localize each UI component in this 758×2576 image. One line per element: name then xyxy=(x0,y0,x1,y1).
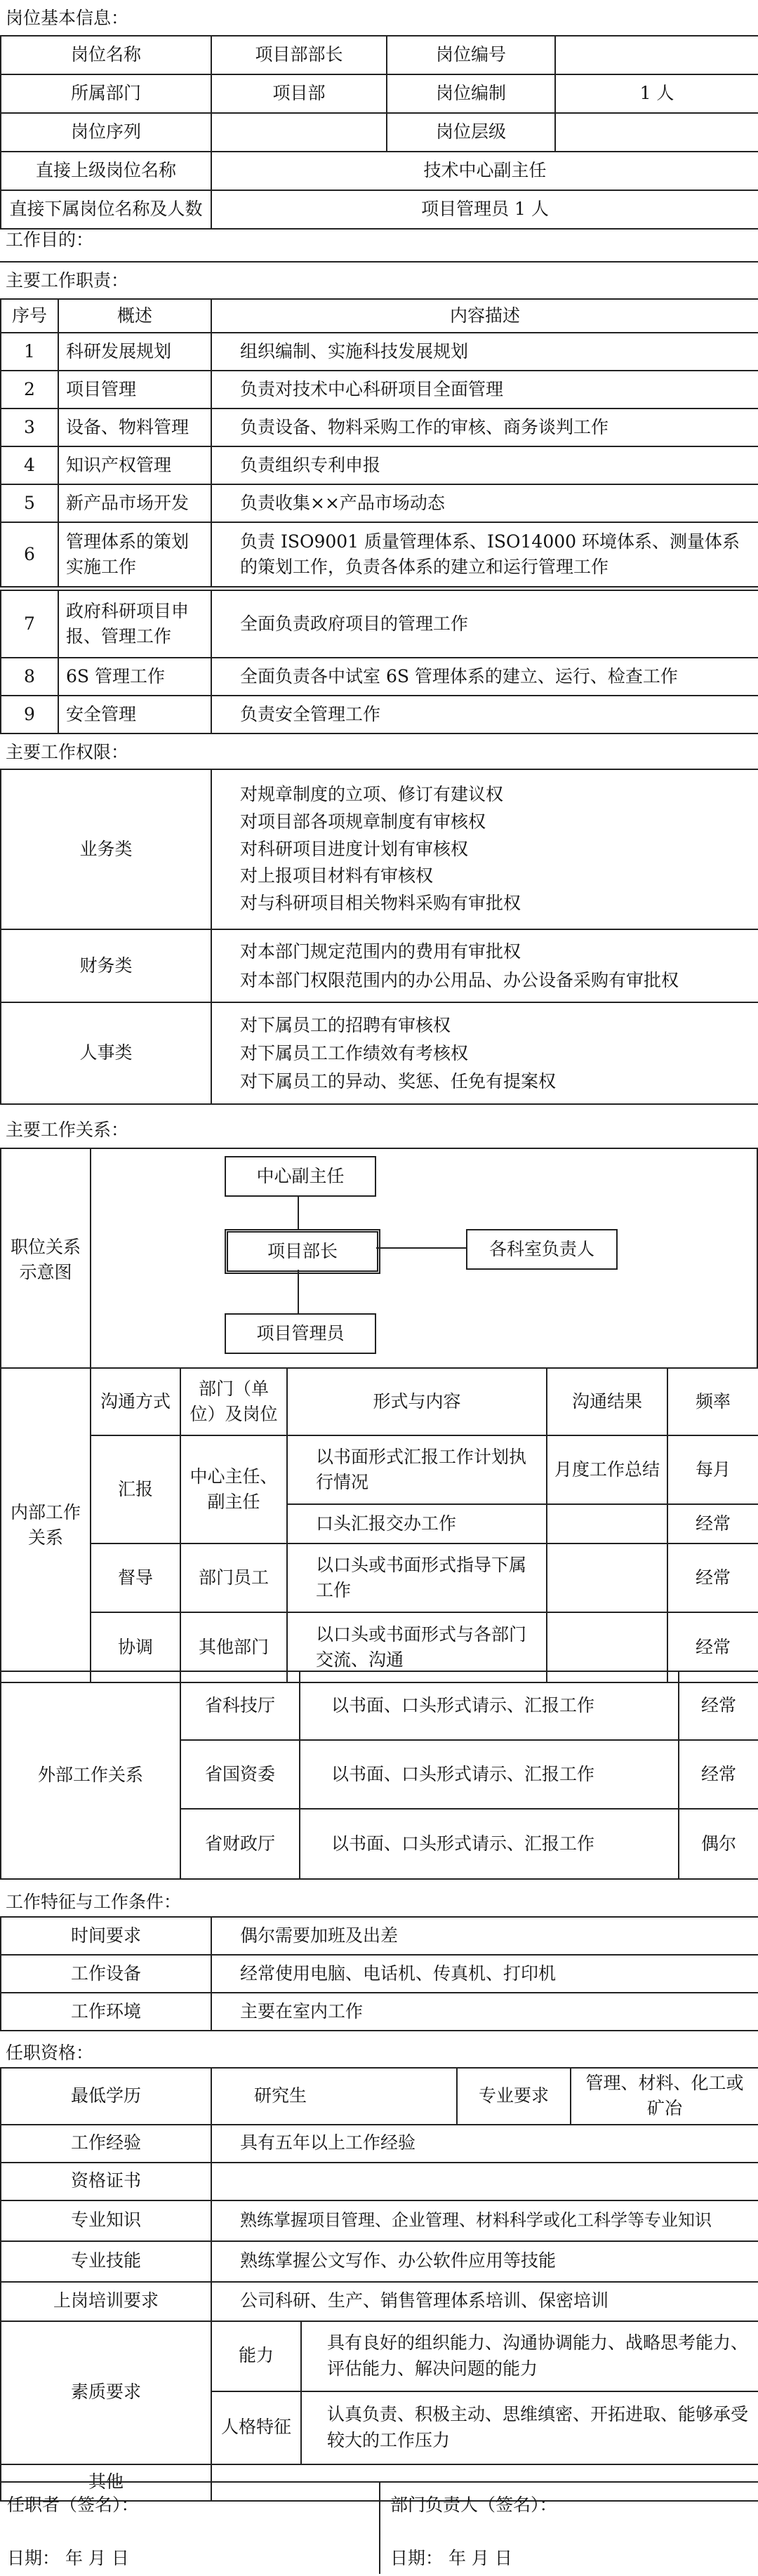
value xyxy=(555,36,758,74)
header: 概述 xyxy=(58,299,211,333)
holder-signature-label: 任职者（签名）： xyxy=(7,2495,139,2515)
header: 沟通方式 xyxy=(91,1368,180,1435)
value: 具有五年以上工作经验 xyxy=(211,2125,758,2163)
value xyxy=(211,2163,758,2200)
authority-category: 人事类 xyxy=(1,1002,211,1104)
label: 岗位编制 xyxy=(387,74,555,113)
duty-no: 7 xyxy=(1,590,58,658)
duty-desc: 全面负责各中试室 6S 管理体系的建立、运行、检查工作 xyxy=(211,658,758,696)
value xyxy=(211,113,387,152)
org-box-vice-director: 中心副主任 xyxy=(225,1156,376,1197)
section-authority-title: 主要工作权限： xyxy=(6,742,129,762)
content: 以口头或书面形式指导下属工作 xyxy=(287,1543,547,1612)
method: 汇报 xyxy=(91,1435,180,1543)
label: 岗位序列 xyxy=(1,113,211,152)
label: 专业技能 xyxy=(1,2241,211,2282)
authority-item: 对科研项目进度计划有审核权 xyxy=(240,838,469,859)
label: 专业要求 xyxy=(457,2068,571,2125)
duty-desc: 负责收集××产品市场动态 xyxy=(211,484,758,522)
content: 口头汇报交办工作 xyxy=(287,1504,547,1543)
duties-table-cont xyxy=(0,590,758,734)
content: 以书面、口头形式请示、汇报工作 xyxy=(300,1809,679,1879)
dept: 部门员工 xyxy=(180,1543,287,1612)
value xyxy=(555,113,758,152)
value: 管理、材料、化工或矿冶 xyxy=(571,2068,758,2125)
value: 项目管理员 1 人 xyxy=(211,190,758,229)
authority-item: 对下属员工的异动、奖惩、任免有提案权 xyxy=(240,1070,557,1091)
header: 形式与内容 xyxy=(287,1368,547,1435)
authority-category: 业务类 xyxy=(1,769,211,929)
result: 月度工作总结 xyxy=(547,1435,667,1504)
duty-summary: 设备、物料管理 xyxy=(58,409,211,446)
value: 熟练掌握公文写作、办公软件应用等技能 xyxy=(211,2241,758,2282)
duty-desc: 负责安全管理工作 xyxy=(211,696,758,733)
label: 专业知识 xyxy=(1,2200,211,2241)
label: 岗位编号 xyxy=(387,36,555,74)
org: 省国资委 xyxy=(180,1740,300,1809)
org: 省科技厅 xyxy=(180,1671,300,1740)
label: 直接下属岗位名称及人数 xyxy=(1,190,211,229)
qualifications-table xyxy=(0,2067,758,2502)
duty-no: 8 xyxy=(1,658,58,696)
authority-item: 对本部门规定范围内的费用有审批权 xyxy=(240,941,521,962)
basic-info-table xyxy=(0,35,758,230)
org-connector xyxy=(376,1247,466,1249)
duty-no: 4 xyxy=(1,446,58,484)
label: 时间要求 xyxy=(1,1917,211,1955)
conditions-table xyxy=(0,1916,758,2031)
org-box-project-head: 项目部长 xyxy=(225,1229,380,1274)
value: 项目部 xyxy=(211,74,387,113)
freq: 每月 xyxy=(667,1435,758,1504)
value: 认真负责、积极主动、思维缜密、开拓进取、能够承受较大的工作压力 xyxy=(301,2391,758,2464)
label: 工作设备 xyxy=(1,1955,211,1993)
org-chart-label: 职位关系示意图 xyxy=(1,1149,91,1367)
freq: 经常 xyxy=(667,1543,758,1612)
duty-desc: 全面负责政府项目的管理工作 xyxy=(211,590,758,658)
authority-item: 对本部门权限范围内的办公用品、办公设备采购有审批权 xyxy=(240,970,679,990)
freq: 经常 xyxy=(667,1612,758,1682)
duty-summary: 科研发展规划 xyxy=(58,333,211,371)
header: 部门（单位）及岗位 xyxy=(180,1368,287,1435)
freq: 经常 xyxy=(679,1740,758,1809)
org-box-section-heads: 各科室负责人 xyxy=(466,1229,618,1270)
label: 岗位名称 xyxy=(1,36,211,74)
label: 能力 xyxy=(211,2321,301,2391)
holder-date: 日期： 年 月 日 xyxy=(7,2548,129,2568)
freq: 经常 xyxy=(667,1504,758,1543)
value: 1 人 xyxy=(555,74,758,113)
duty-desc: 负责对技术中心科研项目全面管理 xyxy=(211,371,758,409)
label: 岗位层级 xyxy=(387,113,555,152)
dept: 其他部门 xyxy=(180,1612,287,1682)
duty-no: 1 xyxy=(1,333,58,371)
authority-item: 对下属员工工作绩效有考核权 xyxy=(240,1042,469,1063)
value: 研究生 xyxy=(211,2068,457,2125)
duty-summary: 6S 管理工作 xyxy=(58,658,211,696)
label: 工作经验 xyxy=(1,2125,211,2163)
section-relations-title: 主要工作关系： xyxy=(6,1120,129,1140)
duty-summary: 管理体系的策划实施工作 xyxy=(58,522,211,587)
authority-item: 对上报项目材料有审核权 xyxy=(240,865,434,887)
value: 具有良好的组织能力、沟通协调能力、战略思考能力、评估能力、解决问题的能力 xyxy=(301,2321,758,2391)
header: 内容描述 xyxy=(211,299,758,333)
authority-item: 对与科研项目相关物料采购有审批权 xyxy=(240,893,521,914)
authority-items xyxy=(211,1002,758,1104)
duty-desc: 负责设备、物料采购工作的审核、商务谈判工作 xyxy=(211,409,758,446)
duty-summary: 项目管理 xyxy=(58,371,211,409)
content: 以书面形式汇报工作计划执行情况 xyxy=(287,1435,547,1504)
manager-date: 日期： 年 月 日 xyxy=(390,2548,512,2568)
header: 频率 xyxy=(667,1368,758,1435)
header: 序号 xyxy=(1,299,58,333)
method: 督导 xyxy=(91,1543,180,1612)
method: 协调 xyxy=(91,1612,180,1682)
duty-summary: 知识产权管理 xyxy=(58,446,211,484)
internal-label: 内部工作关系 xyxy=(1,1368,91,1682)
value: 技术中心副主任 xyxy=(211,152,758,190)
duty-no: 6 xyxy=(1,522,58,587)
authority-item: 对下属员工的招聘有审核权 xyxy=(240,1014,451,1035)
duty-desc: 负责 ISO9001 质量管理体系、ISO14000 环境体系、测量体系的策划工作，负责各体系的建立和运行管理工作 xyxy=(211,522,758,587)
section-qualifications-title: 任职资格： xyxy=(6,2043,94,2063)
label: 人格特征 xyxy=(211,2391,301,2464)
external-relations-table xyxy=(0,1671,758,1880)
value: 项目部部长 xyxy=(211,36,387,74)
result xyxy=(547,1543,667,1612)
org: 省财政厅 xyxy=(180,1809,300,1879)
duty-desc: 组织编制、实施科技发展规划 xyxy=(211,333,758,371)
duty-no: 9 xyxy=(1,696,58,733)
authority-items xyxy=(211,769,758,929)
internal-relations-table xyxy=(0,1367,758,1683)
org-chart-frame xyxy=(0,1148,758,1369)
label: 素质要求 xyxy=(1,2321,211,2464)
result xyxy=(547,1504,667,1543)
section-duties-title: 主要工作职责： xyxy=(6,270,129,291)
label: 最低学历 xyxy=(1,2068,211,2125)
label: 其他 xyxy=(1,2464,211,2501)
content: 以书面、口头形式请示、汇报工作 xyxy=(300,1671,679,1740)
value: 熟练掌握项目管理、企业管理、材料科学或化工科学等专业知识 xyxy=(211,2200,758,2241)
value: 经常使用电脑、电话机、传真机、打印机 xyxy=(211,1955,758,1993)
org-box-project-admin: 项目管理员 xyxy=(225,1313,376,1354)
freq: 偶尔 xyxy=(679,1809,758,1879)
duty-no: 2 xyxy=(1,371,58,409)
duty-desc: 负责组织专利申报 xyxy=(211,446,758,484)
authority-item: 对项目部各项规章制度有审核权 xyxy=(240,811,486,832)
value: 主要在室内工作 xyxy=(211,1993,758,2031)
content: 以书面、口头形式请示、汇报工作 xyxy=(300,1740,679,1809)
authority-category: 财务类 xyxy=(1,929,211,1002)
authority-table xyxy=(0,769,758,1105)
value: 偶尔需要加班及出差 xyxy=(211,1917,758,1955)
section-basic-title: 岗位基本信息： xyxy=(6,8,129,28)
header: 沟通结果 xyxy=(547,1368,667,1435)
dept: 中心主任、副主任 xyxy=(180,1435,287,1543)
signature-area xyxy=(0,2481,758,2574)
content: 以口头或书面形式与各部门交流、沟通 xyxy=(287,1612,547,1682)
label: 所属部门 xyxy=(1,74,211,113)
duty-no: 3 xyxy=(1,409,58,446)
freq: 经常 xyxy=(679,1671,758,1740)
label: 工作环境 xyxy=(1,1993,211,2031)
duty-summary: 安全管理 xyxy=(58,696,211,733)
duty-summary: 政府科研项目申报、管理工作 xyxy=(58,590,211,658)
duty-summary: 新产品市场开发 xyxy=(58,484,211,522)
org-connector xyxy=(298,1270,299,1313)
authority-item: 对规章制度的立项、修订有建议权 xyxy=(240,784,504,805)
authority-items xyxy=(211,929,758,1002)
label: 直接上级岗位名称 xyxy=(1,152,211,190)
org-connector xyxy=(298,1195,299,1229)
label: 上岗培训要求 xyxy=(1,2282,211,2321)
external-label: 外部工作关系 xyxy=(1,1671,180,1879)
section-purpose-title: 工作目的： xyxy=(6,230,94,250)
section-conditions-title: 工作特征与工作条件： xyxy=(6,1892,182,1912)
duty-no: 5 xyxy=(1,484,58,522)
label: 资格证书 xyxy=(1,2163,211,2200)
duties-table xyxy=(0,298,758,587)
value: 公司科研、生产、销售管理体系培训、保密培训 xyxy=(211,2282,758,2321)
manager-signature-label: 部门负责人（签名）： xyxy=(390,2495,557,2515)
